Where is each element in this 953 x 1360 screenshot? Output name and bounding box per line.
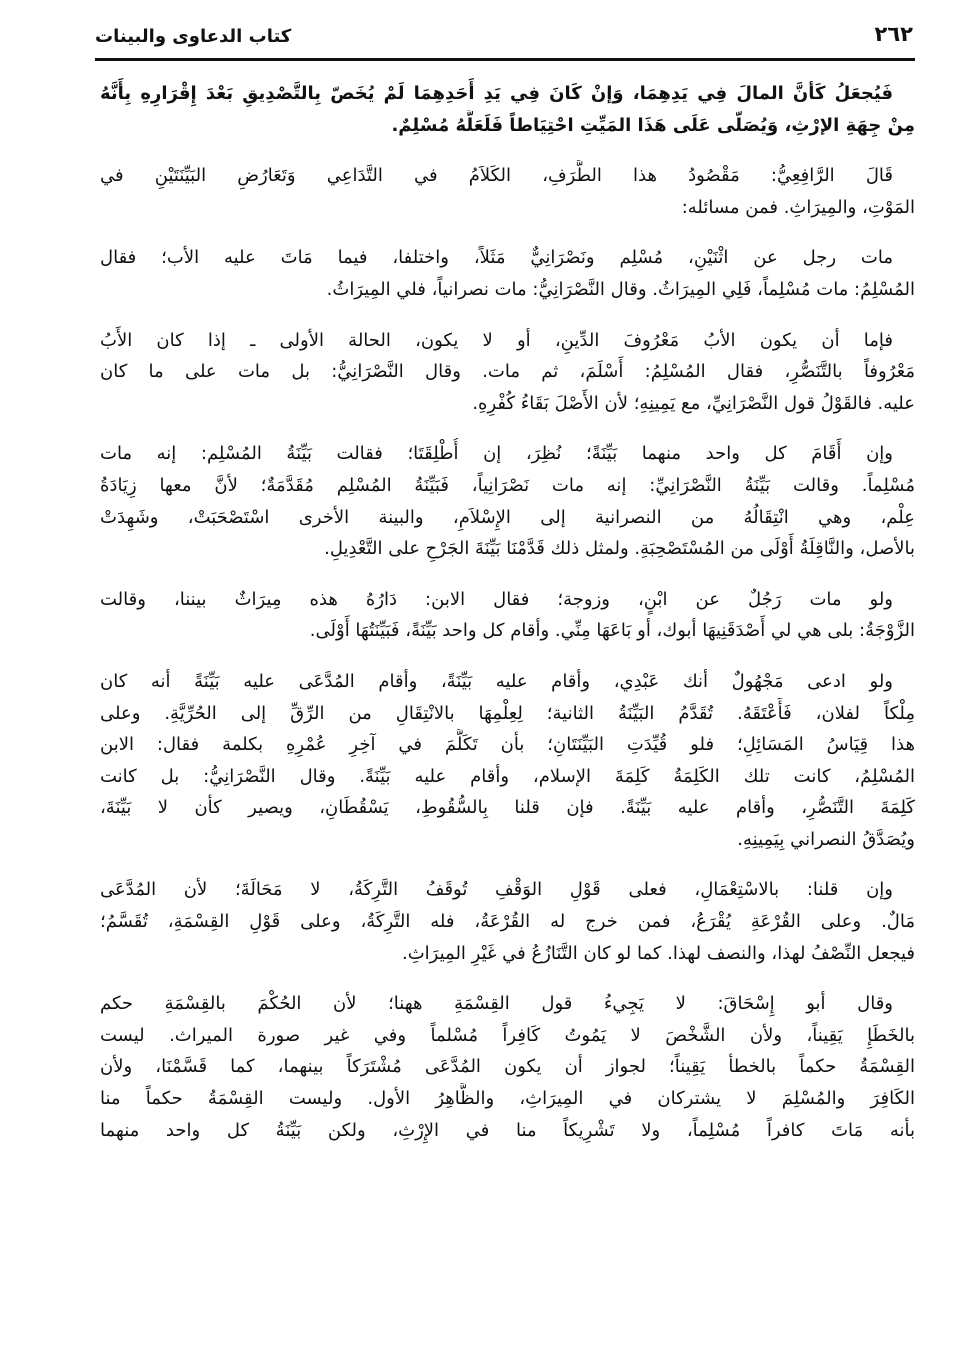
paragraph — [100, 874, 915, 969]
text-line: المَوْتِ، والمِيرَاثِ. فمن مسائله: — [681, 196, 915, 218]
page-header — [95, 22, 913, 58]
text-line: مِنْ جِهَةِ الإرْثِ، وَيُصَلّى عَلَى هَذَا المَيِّتِ احْتِيَاطاً فَلَعَلَّهُ مُسْلِمٌ. — [391, 114, 915, 136]
text-line: المُسْلِمُ: مات مُسْلِماً، فَلِي المِيرَاثُ. وقال النَّصْرَانِيُّ: مات نصرانياً، فلي المِيرَاثُ. — [326, 278, 915, 300]
text-line: وإن قلنا: بالاسْتِعْمَالِ، فعلى قَوْلِ الوَقْفِ تُوقَفُ التَّرِكَةُ، لا مَحَالَةَ؛ لأن المُدَّعَى — [100, 879, 893, 901]
paragraph — [100, 666, 915, 856]
text-line: بالخَطَإِ يَقِيناً، ولأن الشَّخْصَ لا يَمُوتُ كَافِراً مُسْلماً وفي غير صورة الميراث. ليست — [100, 1024, 915, 1046]
paragraph — [100, 242, 915, 305]
text-line: مَعْرُوفاً بالتَّنَصُّرِ، فقال المُسْلِمُ: أَسْلَمَ، ثم مات. وقال النَّصْرَانِيُّ: بل مات على ما كان — [100, 361, 915, 383]
text-line: فيجعل النِّصْفُ لهذا، والنصف لهذا. كما لو كان التَّنَازُعُ في غَيْرِ المِيرَاثِ. — [402, 942, 915, 964]
paragraph — [100, 78, 915, 141]
paragraph — [100, 325, 915, 420]
text-line: الكَافِرَ والمُسْلِمَ لا يشتركان في المِيرَاثِ، والظَّاهِرُ الأول. وليست القِسْمَةُ حكماً منا — [100, 1088, 915, 1110]
text-line: بالأصل، والنَّاقِلَةُ أَوْلَى من المُسْتَصْحِبَةِ. ولمثل ذلك قَدَّمْنَا بَيِّنَةَ الجَرْحِ على التَّعْدِيلِ. — [324, 538, 915, 560]
text-line: الزَّوْجَةُ: بلى هي لي أَصْدَقَنِيهَا أبوك، أو بَاعَهَا مِنِّي. وأقام كل واحد بَيِّنَةً، فَبَيِّنَتُهَا أَوْلَى. — [309, 620, 915, 642]
page-number: ٢٦٢ — [874, 22, 913, 46]
text-line: فإما أن يكون الأبُ مَعْرُوفَ الدِّينِ، أو لا يكون، الحالة الأولى ـ إذا كان الأَبُ — [100, 329, 893, 351]
text-line: وإن أَقَامَ كل واحد منهما بَيِّنَةً؛ نُظِرَ، إن أُطْلِقَتَا؛ فقالت بَيِّنَةُ المُسْلِم: إنه مات — [100, 443, 893, 465]
text-line: قَالَ الرَّافِعِيُّ: مَقْصُودُ هذا الطَّرَفِ، الكَلاَمُ في التَّدَاعِي وَتَعَارُضِ البَيِّنَتَيْنِ في — [100, 165, 893, 187]
text-line: فَيُجعَلُ كَأنَّ المالَ فِي يَدِهِمَا، وَإنْ كَانَ فِي يَدِ أَحَدِهِمَا لَمْ يُخَصّ بِالتَّصْدِيقِ بَعْدَ إِقْرَارِهِ بِأَنَّهُ — [100, 83, 893, 104]
text-line: عِلْم، وهي انْتِقَالُهُ من النصرانية إلى الإِسْلاَمِ، والبينة الأخرى اسْتَصْحَبَتْ، وشَهِدَتْ — [100, 506, 915, 528]
text-line: ويُصَدَّقُ النصراني بِيَمِينِهِ. — [737, 828, 915, 850]
text-line: بأنه مَاتَ كافراً مُسْلِماً، ولا تَشْرِيكاً منا في الإِرْثِ، ولكن بَيِّنَةُ كل واحد منهما — [100, 1119, 915, 1141]
paragraph — [100, 988, 915, 1146]
text-line: وقال أبو إِسْحَاقَ: لا يَجِيءُ قول القِسْمَةِ ههنا؛ لأن الحُكْمَ بالقِسْمَةِ حكم — [100, 993, 893, 1015]
text-line: ولو ادعى مَجْهُولٌ أنك عَبْدِي، وأقام عليه بَيِّنَةً، وأقام المُدَّعَى عليه بَيِّنَةً أنه كان — [100, 670, 893, 692]
paragraph — [100, 584, 915, 647]
paragraph — [100, 160, 915, 223]
page-body — [100, 78, 915, 1165]
text-line: كَلِمَةَ التَّنَصُّرِ، وأقام عليه بَيِّنَةً. فإن قلنا بِالسُّقُوطِ، يَسْقُطَانِ، ويصير كأن لا بَيِّنَةَ، — [100, 797, 915, 819]
running-title: كتاب الدعاوى والبينات — [95, 26, 292, 47]
text-line: مات رجل عن اثْنَيْنِ، مُسْلِم ونَصْرَانِيٌّ مَثَلاً، واختلفا، فيما مَاتَ عليه الأب؛ فقال — [100, 247, 893, 269]
text-line: عليه. فالقَوْلُ قول النَّصْرَانِيِّ، مع يَمِينِهِ؛ لأن الأَصْلَ بَقَاءُ كُفْرِهِ. — [472, 392, 915, 414]
header-rule — [95, 58, 915, 61]
text-line: المُسْلِمُ، كانت تلك الكَلِمَةُ كَلِمَةَ الإسلام، وأقام عليه بَيِّنَةً. وقال النَّصْرَانِيُّ: بل كانت — [100, 765, 915, 787]
text-line: مُسْلِماً. وقالت بَيِّنَةُ النَّصْرَانِيِّ: إنه مات نَصْرَانِياً، فَبَيِّنَةُ المُسْلِم مُقَدَّمَةٌ؛ لأنَّ معها زِيَادَةُ — [100, 474, 915, 496]
text-line: مِلْكاً لفلان، فَأَعْتَقَهُ. تُقَدَّمُ البَيِّنَةُ الثانية؛ لِعِلْمِهَا بالانْتِقَالِ من الرِّقِّ إلى الحُرِّيَّةِ. وعلى — [100, 702, 915, 724]
paragraph — [100, 438, 915, 564]
text-line: مَالٌ. وعلى القُرْعَةِ يُقْرَعُ، فمن خرج له القُرْعَةُ، فله التَّرِكَةُ، وعلى قَوْلِ القِسْمَةِ، تُقَسَّمُ؛ — [100, 911, 915, 933]
text-line: ولو مات رَجُلٌ عن ابْنٍ، وزوجة؛ فقال الابن: دَارُهُ هذه مِيرَاثٌ بيننا، وقالت — [100, 588, 893, 610]
text-line: هذا قِيَاسُ المَسَائِلِ؛ فلو قُيِّدَتِ البَيِّنَتَانِ؛ بأن تَكَلَّمَ في آخِرِ عُمْرِهِ بكلمة فقال: الابن — [100, 734, 915, 756]
text-line: القِسْمَةُ حكماً بالخطأ يَقِيناً؛ لجواز أن يكون المُدَّعَى مُشْتَرَكاً بينهما، كما قَسَّمْنَا، ولأن — [100, 1056, 915, 1078]
